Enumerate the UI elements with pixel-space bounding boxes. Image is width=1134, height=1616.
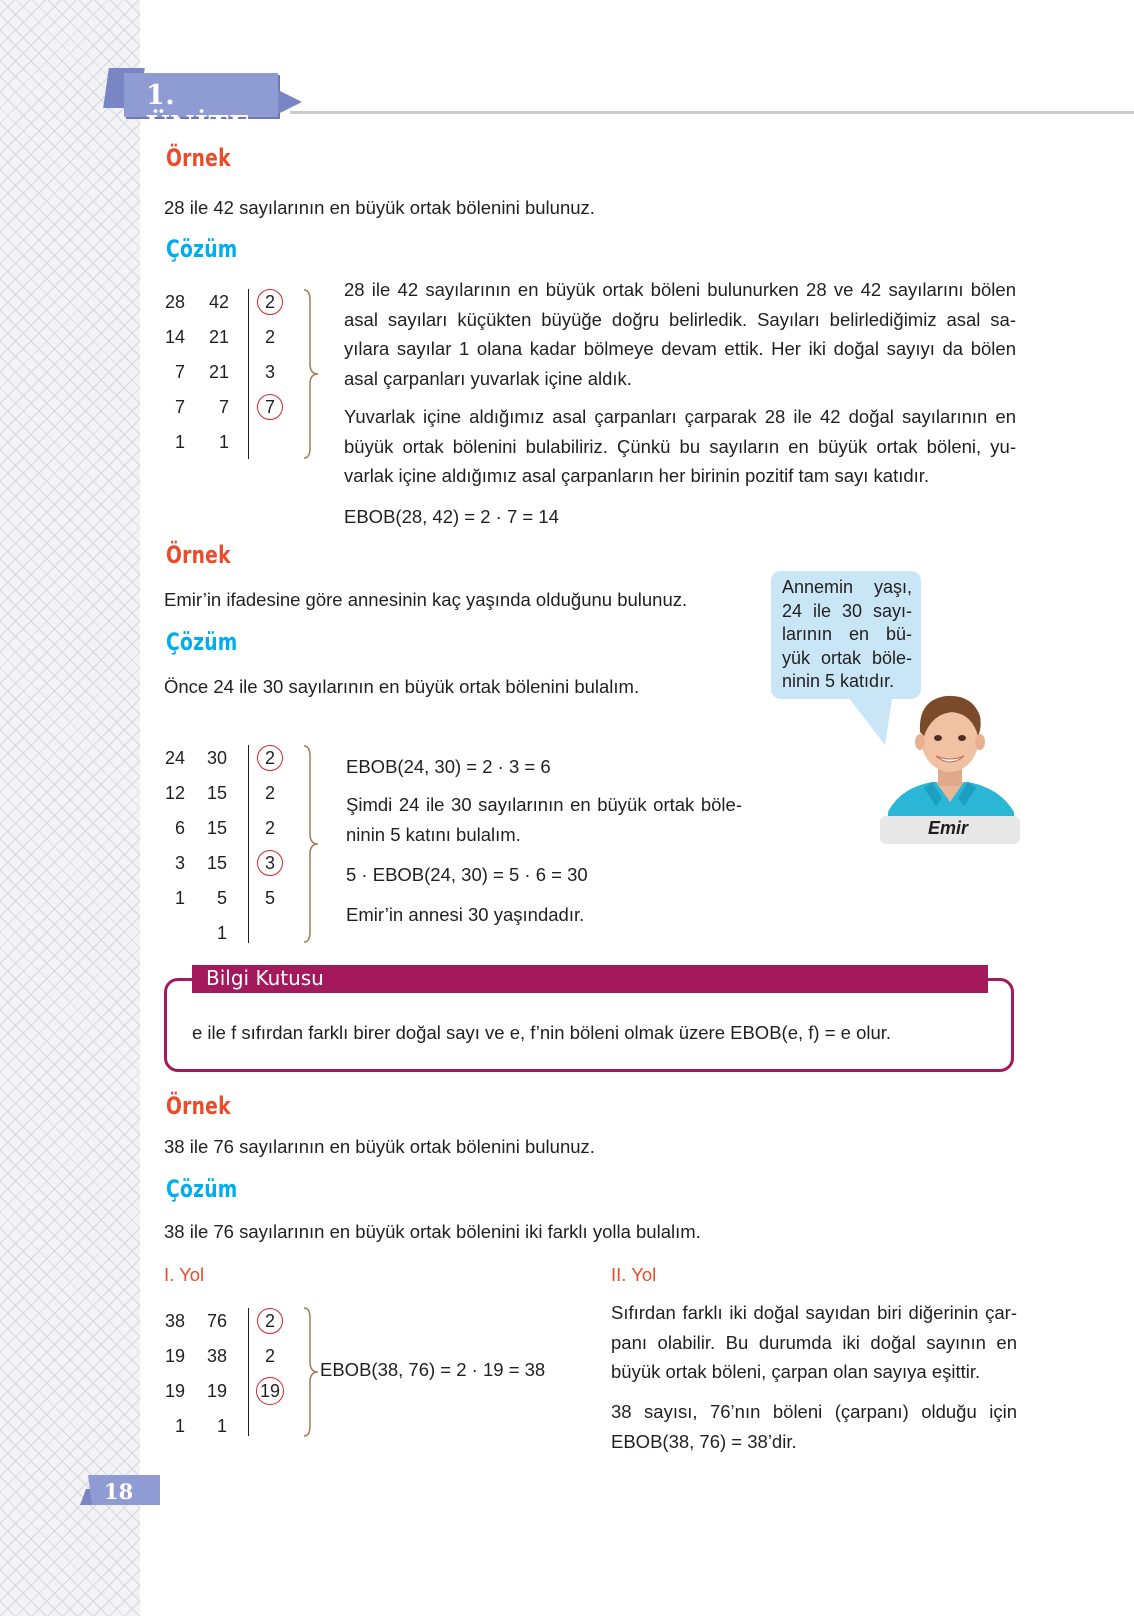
way1-label: I. Yol (164, 1264, 205, 1285)
table-cell: 38 (164, 1311, 186, 1331)
table-cell: 2 (264, 1311, 275, 1331)
bubble-line: Annemin yaşı, (782, 577, 912, 597)
info-box-header (192, 965, 988, 993)
table-cell: 14 (164, 327, 186, 347)
table-cell: 1 (174, 1416, 185, 1436)
table-cell: 38 (206, 1346, 228, 1366)
example2-line2b: ninin 5 katını bulalım. (346, 823, 521, 845)
table-cell: 19 (164, 1381, 186, 1401)
table-cell: 1 (174, 888, 185, 908)
table-cell: 21 (208, 362, 230, 382)
division-line (248, 745, 249, 943)
division-line (248, 1308, 249, 1436)
table-cell: 1 (216, 923, 227, 943)
curly-brace (302, 288, 322, 460)
way2-label: II. Yol (611, 1264, 657, 1285)
example1-solution-heading: Çözüm (166, 235, 238, 263)
table-cell: 15 (206, 783, 228, 803)
bubble-line: ninin 5 katıdır. (782, 671, 895, 691)
way2-para1-line: panı olabilir. Bu durumda iki doğal sayının en (611, 1331, 1017, 1353)
table-cell: 7 (174, 362, 185, 382)
example1-heading: Örnek (166, 144, 231, 172)
example2-intro: Önce 24 ile 30 sayılarının en büyük ortak bölenini bulalım. (164, 676, 640, 697)
example1-result: EBOB(28, 42) = 2 · 7 = 14 (344, 506, 559, 527)
table-cell: 21 (208, 327, 230, 347)
table-cell: 42 (208, 292, 230, 312)
way2-para2-line: 38 sayısı, 76’nın böleni (çarpanı) olduğu için (611, 1401, 1017, 1422)
table-cell: 7 (264, 397, 275, 417)
table-cell: 1 (218, 432, 229, 452)
example2-solution-heading: Çözüm (166, 628, 238, 656)
table-cell: 19 (206, 1381, 228, 1401)
example3-solution-heading: Çözüm (166, 1175, 238, 1203)
example2-line3: 5 · EBOB(24, 30) = 5 · 6 = 30 (346, 864, 588, 885)
bubble-line: 24 ile 30 sayı- (782, 600, 912, 621)
table-cell: 2 (264, 1346, 275, 1366)
table-cell: 5 (216, 888, 227, 908)
table-cell: 2 (264, 292, 275, 312)
character-name-label: Emir (928, 818, 969, 838)
example2-line4: Emir’in annesi 30 yaşındadır. (346, 904, 585, 925)
example1-para1-line: asal sayıları küçükten büyüğe doğru belirledik. Sayıları belirlediğimiz asal sa- (344, 308, 1016, 330)
unit-tab (124, 73, 278, 142)
table-cell: 15 (206, 853, 228, 873)
table-cell: 2 (264, 783, 275, 803)
side-lattice-pattern (0, 0, 140, 1616)
table-cell: 6 (174, 818, 185, 838)
example1-para1-line: yılara sayılar 1 olana kadar bölmeye devam ettik. Her iki doğal sayıyı da bölen (344, 338, 1016, 359)
curly-brace (302, 1306, 322, 1438)
bubble-line: larının en bü- (782, 624, 912, 644)
table-cell: 5 (264, 888, 275, 908)
table-cell: 15 (206, 818, 228, 838)
example2-line1: EBOB(24, 30) = 2 · 3 = 6 (346, 756, 551, 777)
table-cell: 1 (174, 432, 185, 452)
unit-title: 1. ÜNİTE (146, 80, 251, 142)
table-cell: 30 (206, 748, 228, 768)
curly-brace (302, 744, 322, 944)
way1-result: EBOB(38, 76) = 2 · 19 = 38 (320, 1359, 546, 1380)
example2-line2a: Şimdi 24 ile 30 sayılarının en büyük ortak böle- (346, 794, 742, 815)
example1-para2-line: büyük ortak bölenini bulabiliriz. Çünkü bu sayıların en büyük ortak böleni, yu- (344, 435, 1016, 457)
table-cell: 7 (174, 397, 185, 417)
way2-para1-line: büyük ortak böleni, çarpan olan sayıya eşittir. (611, 1361, 981, 1382)
example1-para2-line: Yuvarlak içine aldığımız asal çarpanları çarparak 28 ile 42 doğal sayılarının en (344, 406, 1016, 427)
table-cell: 2 (264, 818, 275, 838)
example3-heading: Örnek (166, 1092, 231, 1120)
page-number: 18 (104, 1479, 134, 1504)
table-cell: 7 (218, 397, 229, 417)
table-cell: 2 (264, 748, 275, 768)
table-cell: 2 (264, 327, 275, 347)
info-box-title: Bilgi Kutusu (206, 966, 324, 990)
table-cell: 1 (216, 1416, 227, 1436)
unit-tab-arrow (278, 90, 302, 114)
bubble-line: yük ortak böle- (782, 647, 912, 668)
example1-para2-line: varlak içine aldığımız asal çarpanların her birinin pozitif tam sayı katıdır. (344, 465, 930, 486)
table-cell: 19 (164, 1346, 186, 1366)
example2-heading: Örnek (166, 541, 231, 569)
table-cell: 28 (164, 292, 186, 312)
example1-para1-line: asal çarpanları yuvarlak içine aldık. (344, 367, 632, 389)
example1-para1-line: 28 ile 42 sayılarının en büyük ortak böleni bulunurken 28 ve 42 sayılarını bölen (344, 279, 1016, 300)
table-cell: 19 (259, 1381, 281, 1401)
example3-question: 38 ile 76 sayılarının en büyük ortak bölenini bulunuz. (164, 1136, 595, 1157)
table-cell: 76 (206, 1311, 228, 1331)
way2-para2-line: EBOB(38, 76) = 38’dir. (611, 1430, 797, 1452)
table-cell: 3 (264, 362, 275, 382)
info-box-text: e ile f sıfırdan farklı birer doğal sayı ve e, f’nin böleni olmak üzere EBOB(e, f) = e olur. (192, 1022, 892, 1043)
header-rule (290, 111, 1134, 114)
division-line (248, 289, 249, 459)
way2-para1-line: Sıfırdan farklı iki doğal sayıdan biri diğerinin çar- (611, 1302, 1017, 1323)
example1-question: 28 ile 42 sayılarının en büyük ortak bölenini bulunuz. (164, 197, 595, 218)
table-cell: 12 (164, 783, 186, 803)
example3-intro: 38 ile 76 sayılarının en büyük ortak bölenini iki farklı yolla bulalım. (164, 1221, 701, 1242)
example2-question: Emir’in ifadesine göre annesinin kaç yaşında olduğunu bulunuz. (164, 589, 688, 610)
table-cell: 3 (174, 853, 185, 873)
speech-bubble-text (782, 576, 912, 694)
table-cell: 3 (264, 853, 275, 873)
table-cell: 24 (164, 748, 186, 768)
